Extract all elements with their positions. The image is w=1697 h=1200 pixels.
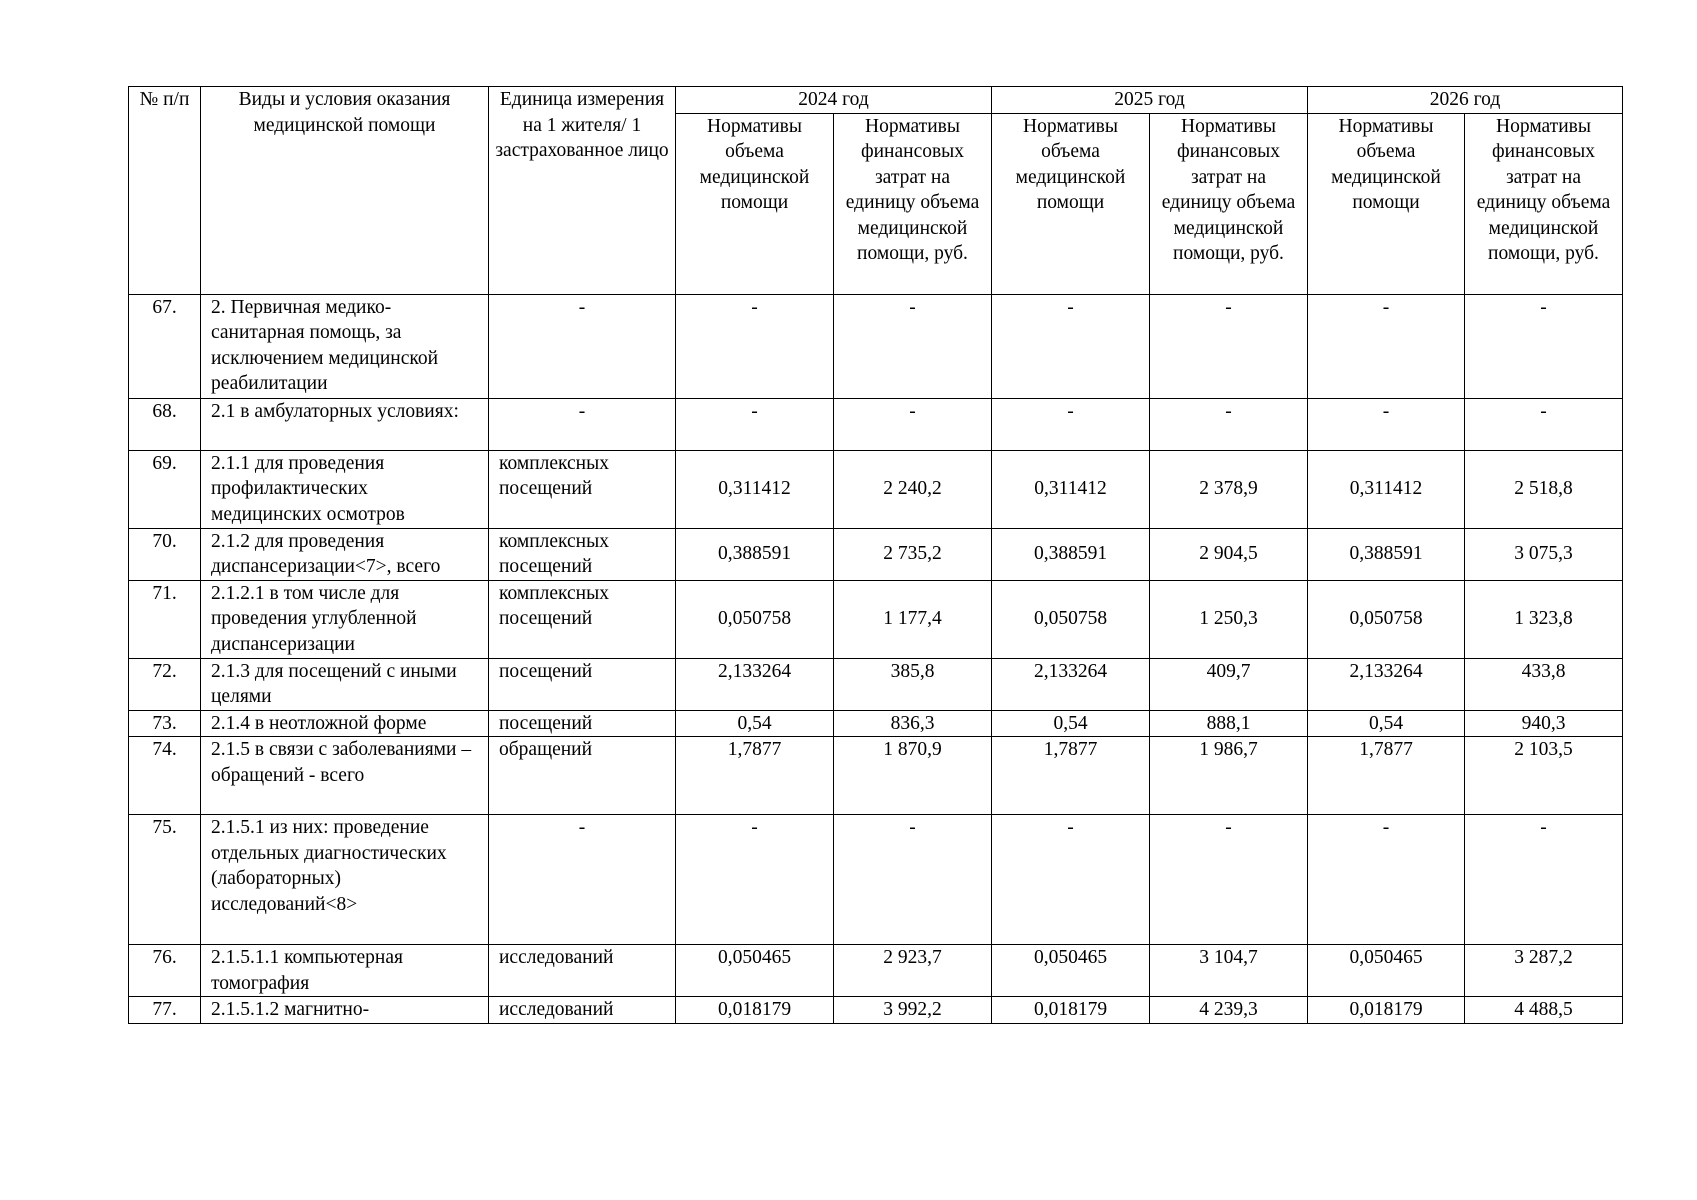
cost-2026: 433,8	[1465, 658, 1623, 710]
cost-2025: -	[1150, 294, 1308, 398]
volume-2024: -	[676, 398, 834, 450]
volume-2024: -	[676, 294, 834, 398]
volume-2025: -	[992, 294, 1150, 398]
volume-2025: 0,018179	[992, 997, 1150, 1024]
cost-2024: 3 992,2	[834, 997, 992, 1024]
row-unit: посещений	[489, 658, 676, 710]
volume-2024: 0,388591	[676, 528, 834, 580]
volume-2026: 1,7877	[1308, 737, 1465, 815]
norms-table	[128, 86, 1623, 1024]
cost-2024: 2 735,2	[834, 528, 992, 580]
header-cost-2024: Нормативы финансовых затрат на единицу объема медицинской помощи, руб.	[834, 113, 992, 294]
row-unit: комплексных посещений	[489, 450, 676, 528]
row-kind: 2.1 в амбулаторных условиях:	[201, 398, 489, 450]
volume-2024: 2,133264	[676, 658, 834, 710]
cost-2025: -	[1150, 815, 1308, 945]
cost-2026: 2 103,5	[1465, 737, 1623, 815]
row-unit: комплексных посещений	[489, 528, 676, 580]
cost-2024: 1 870,9	[834, 737, 992, 815]
row-kind: 2.1.1 для проведения профилактических медицинских осмотров	[201, 450, 489, 528]
table-row	[129, 528, 1623, 580]
cost-2026: 3 075,3	[1465, 528, 1623, 580]
cost-2024: -	[834, 398, 992, 450]
volume-2026: 0,54	[1308, 710, 1465, 737]
row-kind: 2.1.3 для посещений с иными целями	[201, 658, 489, 710]
cost-2024: 836,3	[834, 710, 992, 737]
cost-2025: 1 986,7	[1150, 737, 1308, 815]
header-cost-2025: Нормативы финансовых затрат на единицу объема медицинской помощи, руб.	[1150, 113, 1308, 294]
cost-2024: -	[834, 815, 992, 945]
table-row	[129, 815, 1623, 945]
row-number: 74.	[129, 737, 201, 815]
volume-2026: 0,050758	[1308, 580, 1465, 658]
row-kind: 2.1.5.1 из них: проведение отдельных диагностических (лабораторных) исследований<8>	[201, 815, 489, 945]
row-number: 67.	[129, 294, 201, 398]
table-row	[129, 710, 1623, 737]
header-volume-2026: Нормативы объема медицинской помощи	[1308, 113, 1465, 294]
header-number: № п/п	[129, 87, 201, 295]
cost-2026: -	[1465, 294, 1623, 398]
volume-2026: -	[1308, 398, 1465, 450]
table-row	[129, 580, 1623, 658]
cost-2024: -	[834, 294, 992, 398]
cost-2025: 888,1	[1150, 710, 1308, 737]
row-number: 76.	[129, 945, 201, 997]
row-kind: 2. Первичная медико-санитарная помощь, за исключением медицинской реабилитации	[201, 294, 489, 398]
row-number: 75.	[129, 815, 201, 945]
cost-2025: -	[1150, 398, 1308, 450]
row-unit: исследований	[489, 997, 676, 1024]
header-year-2026: 2026 год	[1308, 87, 1623, 114]
cost-2026: 940,3	[1465, 710, 1623, 737]
table-row	[129, 997, 1623, 1024]
volume-2024: 0,050465	[676, 945, 834, 997]
row-number: 71.	[129, 580, 201, 658]
header-volume-2025: Нормативы объема медицинской помощи	[992, 113, 1150, 294]
header-year-2024: 2024 год	[676, 87, 992, 114]
table-row	[129, 945, 1623, 997]
row-kind: 2.1.2 для проведения диспансеризации<7>, всего	[201, 528, 489, 580]
volume-2025: 0,050465	[992, 945, 1150, 997]
volume-2026: 2,133264	[1308, 658, 1465, 710]
cost-2024: 2 923,7	[834, 945, 992, 997]
cost-2025: 2 378,9	[1150, 450, 1308, 528]
volume-2025: 0,311412	[992, 450, 1150, 528]
cost-2026: 4 488,5	[1465, 997, 1623, 1024]
volume-2024: 1,7877	[676, 737, 834, 815]
cost-2025: 2 904,5	[1150, 528, 1308, 580]
row-kind: 2.1.5 в связи с заболеваниями – обращений - всего	[201, 737, 489, 815]
volume-2025: -	[992, 398, 1150, 450]
row-unit: комплексных посещений	[489, 580, 676, 658]
row-unit: -	[489, 294, 676, 398]
volume-2025: -	[992, 815, 1150, 945]
volume-2026: 0,311412	[1308, 450, 1465, 528]
cost-2024: 385,8	[834, 658, 992, 710]
cost-2025: 409,7	[1150, 658, 1308, 710]
table-row	[129, 658, 1623, 710]
table-row	[129, 450, 1623, 528]
header-cost-2026: Нормативы финансовых затрат на единицу объема медицинской помощи, руб.	[1465, 113, 1623, 294]
cost-2025: 4 239,3	[1150, 997, 1308, 1024]
cost-2026: -	[1465, 398, 1623, 450]
row-number: 73.	[129, 710, 201, 737]
table-row	[129, 737, 1623, 815]
cost-2024: 1 177,4	[834, 580, 992, 658]
cost-2026: 1 323,8	[1465, 580, 1623, 658]
volume-2025: 2,133264	[992, 658, 1150, 710]
header-unit: Единица измерения на 1 жителя/ 1 застрахованное лицо	[489, 87, 676, 295]
cost-2025: 1 250,3	[1150, 580, 1308, 658]
cost-2024: 2 240,2	[834, 450, 992, 528]
table-row	[129, 294, 1623, 398]
volume-2025: 1,7877	[992, 737, 1150, 815]
row-kind: 2.1.4 в неотложной форме	[201, 710, 489, 737]
header-kind: Виды и условия оказания медицинской помощи	[201, 87, 489, 295]
cost-2026: 3 287,2	[1465, 945, 1623, 997]
table-row	[129, 398, 1623, 450]
row-number: 69.	[129, 450, 201, 528]
row-unit: обращений	[489, 737, 676, 815]
row-unit: посещений	[489, 710, 676, 737]
row-unit: -	[489, 398, 676, 450]
volume-2025: 0,54	[992, 710, 1150, 737]
volume-2024: 0,54	[676, 710, 834, 737]
cost-2026: -	[1465, 815, 1623, 945]
row-kind: 2.1.5.1.1 компьютерная томография	[201, 945, 489, 997]
volume-2025: 0,050758	[992, 580, 1150, 658]
volume-2024: -	[676, 815, 834, 945]
volume-2026: 0,018179	[1308, 997, 1465, 1024]
volume-2026: 0,050465	[1308, 945, 1465, 997]
volume-2026: -	[1308, 815, 1465, 945]
row-number: 77.	[129, 997, 201, 1024]
row-unit: исследований	[489, 945, 676, 997]
row-kind: 2.1.5.1.2 магнитно-	[201, 997, 489, 1024]
cost-2026: 2 518,8	[1465, 450, 1623, 528]
cost-2025: 3 104,7	[1150, 945, 1308, 997]
volume-2026: 0,388591	[1308, 528, 1465, 580]
volume-2024: 0,018179	[676, 997, 834, 1024]
volume-2024: 0,311412	[676, 450, 834, 528]
volume-2024: 0,050758	[676, 580, 834, 658]
row-kind: 2.1.2.1 в том числе для проведения углубленной диспансеризации	[201, 580, 489, 658]
volume-2026: -	[1308, 294, 1465, 398]
header-volume-2024: Нормативы объема медицинской помощи	[676, 113, 834, 294]
header-year-2025: 2025 год	[992, 87, 1308, 114]
volume-2025: 0,388591	[992, 528, 1150, 580]
row-unit: -	[489, 815, 676, 945]
row-number: 70.	[129, 528, 201, 580]
row-number: 72.	[129, 658, 201, 710]
row-number: 68.	[129, 398, 201, 450]
